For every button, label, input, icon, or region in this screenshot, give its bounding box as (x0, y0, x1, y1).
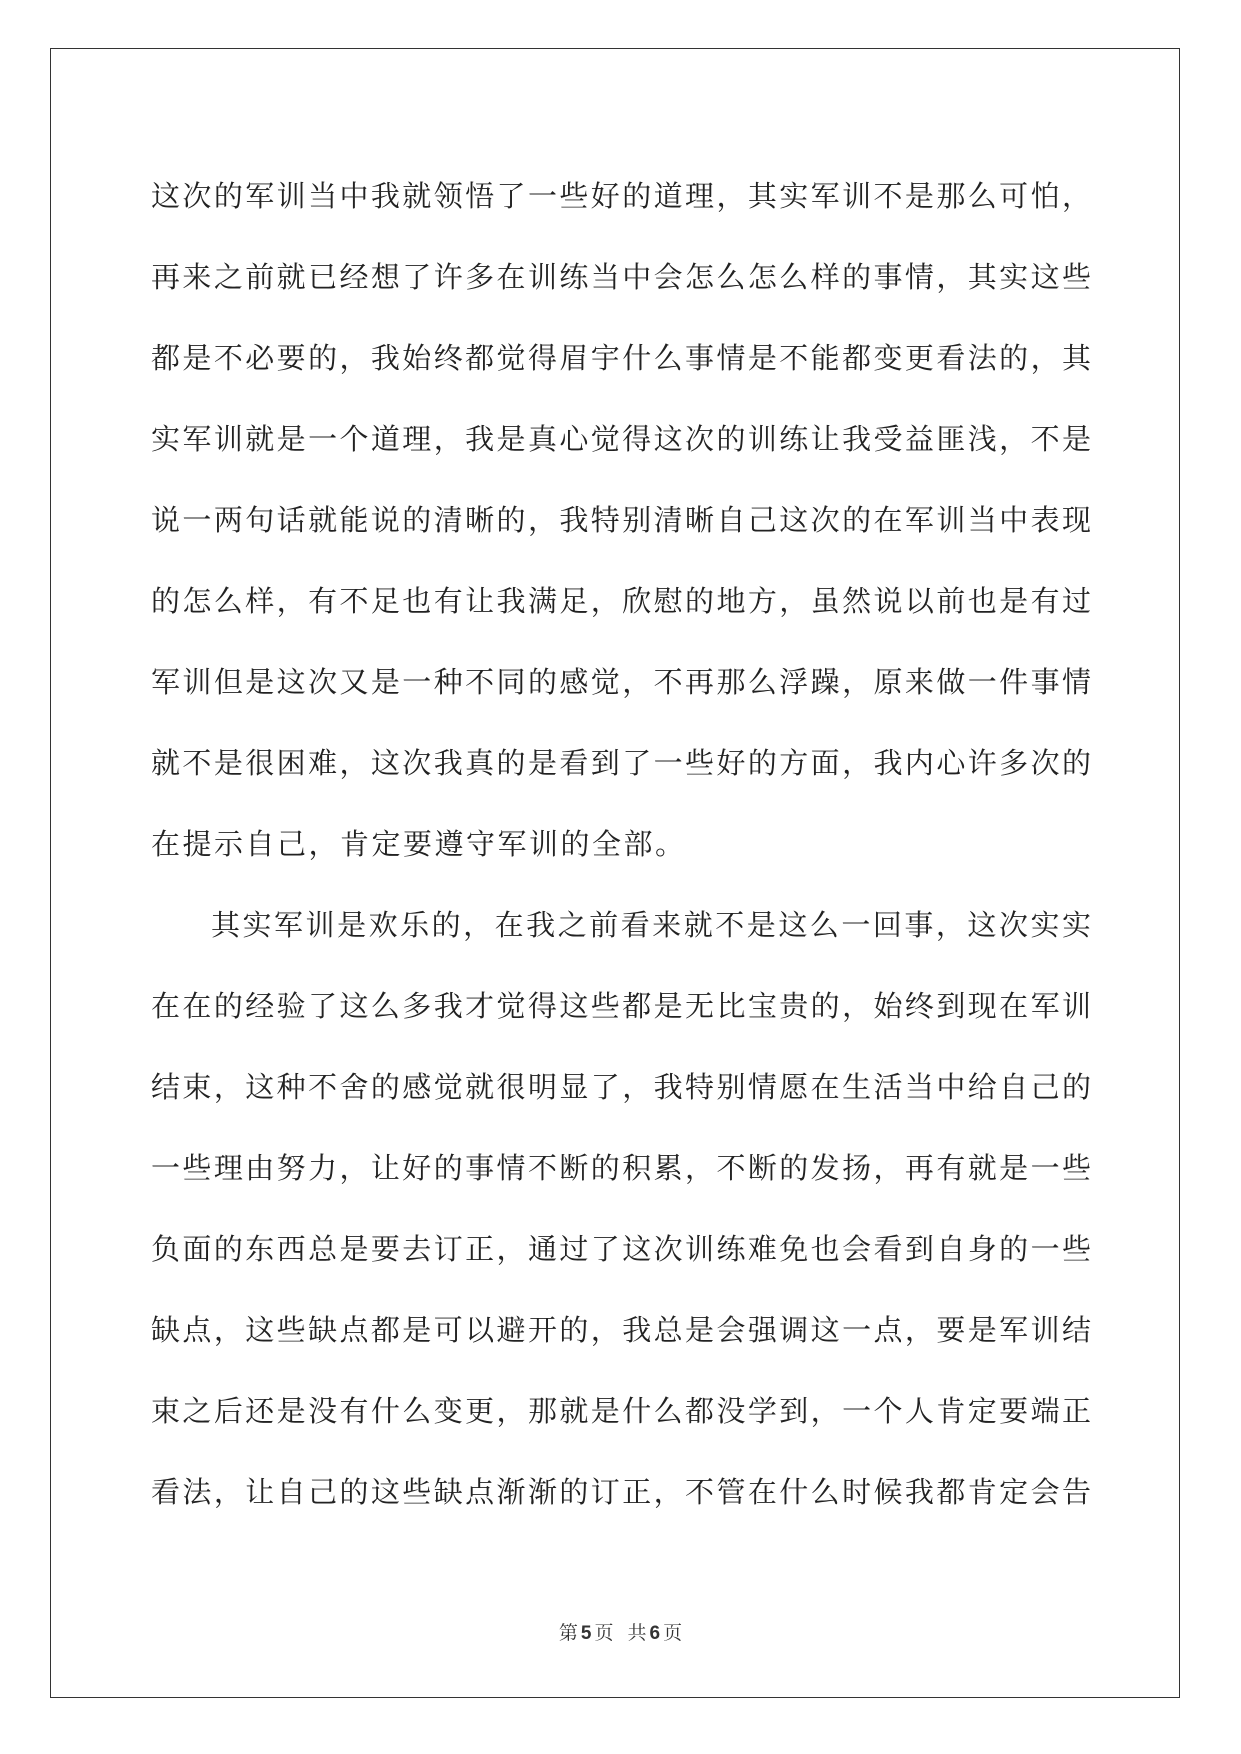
body-line: 看法，让自己的这些缺点渐渐的订正，不管在什么时候我都肯定会告 (151, 1475, 1091, 1509)
document-body (151, 156, 1091, 1533)
body-line-paragraph-start: 其实军训是欢乐的，在我之前看来就不是这么一回事，这次实实 (211, 908, 1091, 942)
body-line: 的怎么样，有不足也有让我满足，欣慰的地方，虽然说以前也是有过 (151, 584, 1091, 618)
body-line: 束之后还是没有什么变更，那就是什么都没学到，一个人肯定要端正 (151, 1394, 1091, 1428)
body-line: 负面的东西总是要去订正，通过了这次训练难免也会看到自身的一些 (151, 1232, 1091, 1266)
body-line: 再来之前就已经想了许多在训练当中会怎么怎么样的事情，其实这些 (151, 260, 1091, 294)
body-line: 实军训就是一个道理，我是真心觉得这次的训练让我受益匪浅，不是 (151, 422, 1091, 456)
page-number-prefix: 第 (558, 1622, 578, 1644)
body-line: 在在的经验了这么多我才觉得这些都是无比宝贵的，始终到现在军训 (151, 989, 1091, 1023)
body-line: 就不是很困难，这次我真的是看到了一些好的方面，我内心许多次的 (151, 746, 1091, 780)
page-footer (0, 1618, 1241, 1645)
body-line: 一些理由努力，让好的事情不断的积累，不断的发扬，再有就是一些 (151, 1151, 1091, 1185)
body-line: 说一两句话就能说的清晰的，我特别清晰自己这次的在军训当中表现 (151, 503, 1091, 537)
page-number-suffix: 页 (594, 1622, 614, 1644)
body-line: 军训但是这次又是一种不同的感觉，不再那么浮躁，原来做一件事情 (151, 665, 1091, 699)
body-line-paragraph-end: 在提示自己，肯定要遵守军训的全部。 (151, 827, 687, 861)
total-pages-number: 6 (649, 1623, 661, 1644)
body-line: 这次的军训当中我就领悟了一些好的道理，其实军训不是那么可怕， (151, 179, 1091, 213)
body-line: 都是不必要的，我始终都觉得眉宇什么事情是不能都变更看法的，其 (151, 341, 1091, 375)
current-page-number: 5 (580, 1623, 592, 1644)
total-pages-suffix: 页 (663, 1622, 683, 1644)
body-line: 缺点，这些缺点都是可以避开的，我总是会强调这一点，要是军训结 (151, 1313, 1091, 1347)
total-pages-prefix: 共 (627, 1622, 647, 1644)
body-line: 结束，这种不舍的感觉就很明显了，我特别情愿在生活当中给自己的 (151, 1070, 1091, 1104)
